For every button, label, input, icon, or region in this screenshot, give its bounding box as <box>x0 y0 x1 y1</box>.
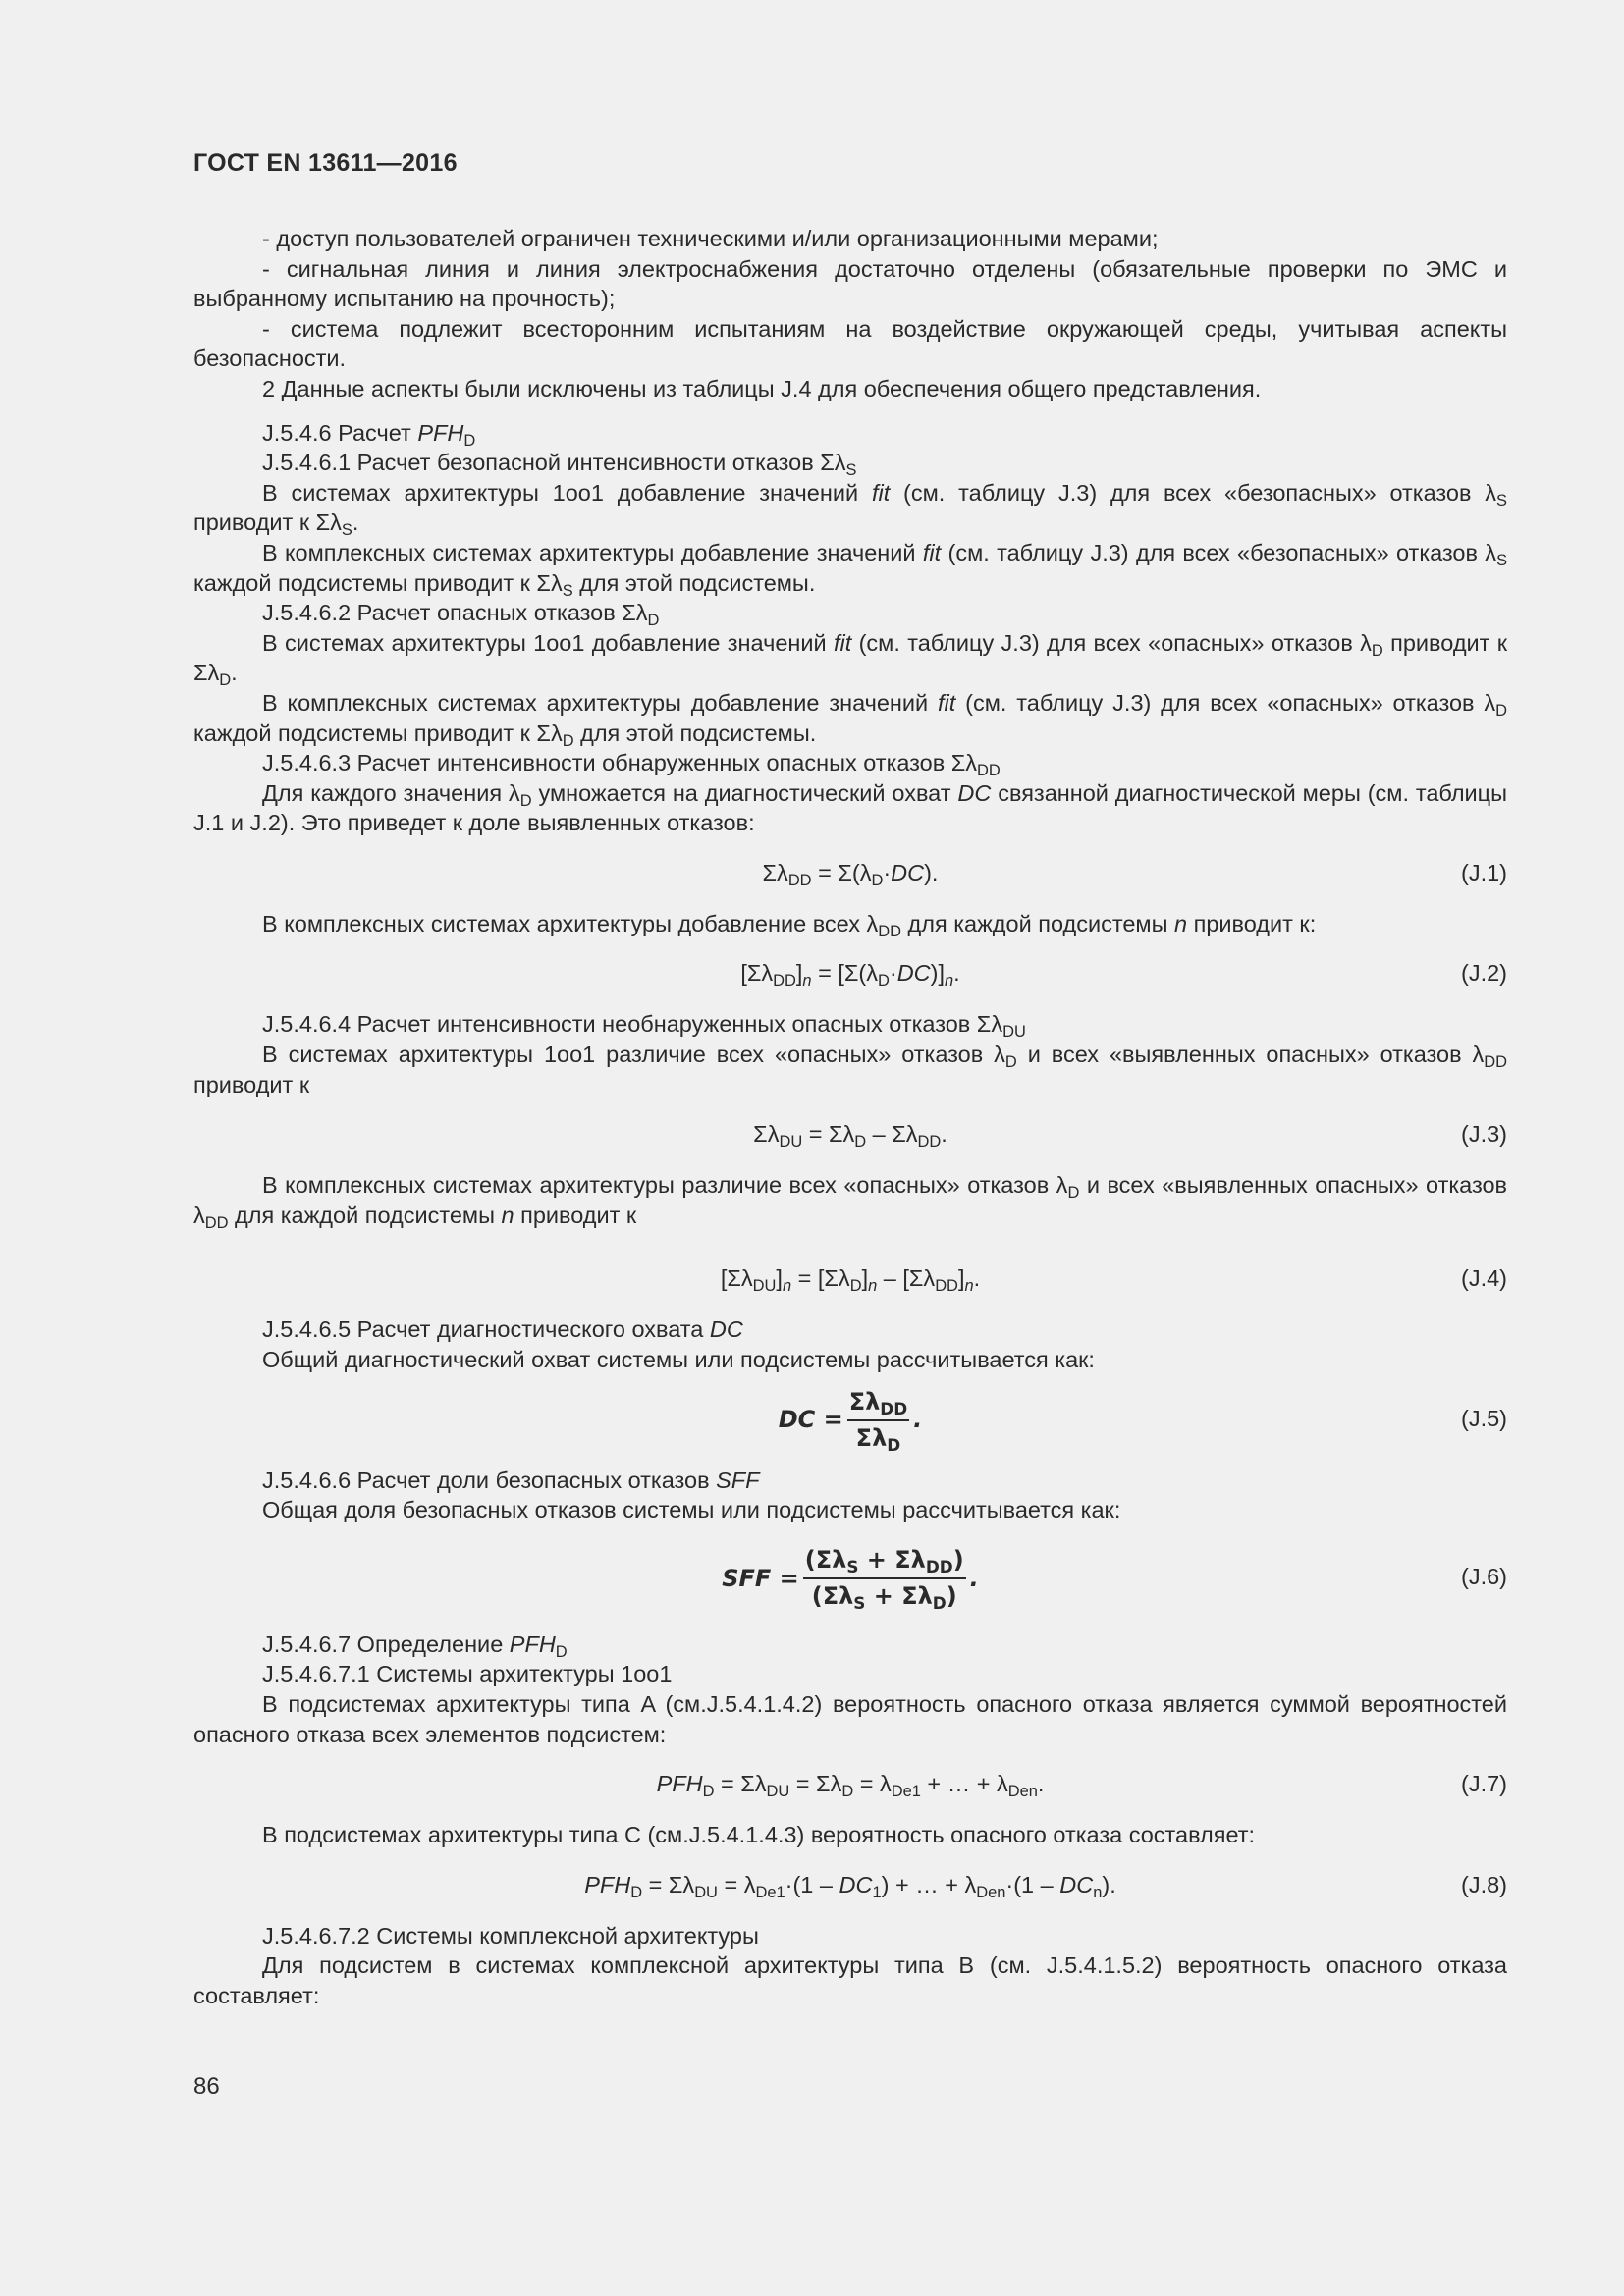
section-heading-j5-4-6-4: J.5.4.6.4 Расчет интенсивности необнаруженных опасных отказов $\Sigma\lambda_{DU}$ <box>262 1011 1026 1041</box>
document-body <box>193 224 1507 2011</box>
list-item: - система подлежит всесторонним испытаниям на воздействие окружающей среды, учитывая аспекты безопасности. <box>193 315 1507 372</box>
formula-j1 <box>193 858 1507 887</box>
section-heading-j5-4-6-7-2: J.5.4.6.7.2 Системы комплексной архитектуры <box>262 1922 759 1949</box>
paragraph: В системах архитектуры 1оо1 добавление значений fit (см. таблицу J.3) для всех «безопасных» отказов $\lambda_S$ приводит к $\Sigma\lambda_S$. <box>193 479 1508 540</box>
paragraph: Для каждого значения $\lambda_D$ умножается на диагностический охват DC связанной диагностической меры (см. таблицы J.1 и J.2). Это приведет к доле выявленных отказов: <box>193 779 1508 836</box>
formula-expression: $\Sigma\lambda_{DU} = \Sigma\lambda_D - \Sigma\lambda_{DD}$. <box>753 1121 947 1151</box>
formula-number: (J.5) <box>1461 1405 1507 1431</box>
formula-expression: SFF = $\frac{(\Sigma\lambda_S + \Sigma\lambda_{DD})}{(\Sigma\lambda_S + \Sigma\lambda_D)}$ . <box>722 1546 979 1613</box>
paragraph: Общий диагностический охват системы или подсистемы рассчитывается как: <box>262 1347 1095 1373</box>
formula-j8 <box>193 1870 1507 1899</box>
formula-j5 <box>193 1387 1507 1454</box>
note-paragraph: 2 Данные аспекты были исключены из таблицы J.4 для обеспечения общего представления. <box>262 375 1262 401</box>
section-heading-j5-4-6-2: J.5.4.6.2 Расчет опасных отказов $\Sigma\lambda_D$ <box>262 600 660 630</box>
paragraph: В системах архитектуры 1оо1 добавление значений fit (см. таблицу J.3) для всех «опасных» отказов $\lambda_D$ приводит к $\Sigma\lambda_D$. <box>193 629 1508 690</box>
formula-number: (J.1) <box>1461 859 1507 885</box>
formula-number: (J.3) <box>1461 1121 1507 1148</box>
formula-j2 <box>193 958 1507 988</box>
formula-expression: $[\Sigma\lambda_{DU}]_n = [\Sigma\lambda_D]_n - [\Sigma\lambda_{DD}]_n$. <box>720 1265 981 1296</box>
paragraph: Для подсистем в системах комплексной архитектуры типа B (см. J.5.4.1.5.2) вероятность опасного отказа составляет: <box>193 1952 1507 2008</box>
formula-number: (J.8) <box>1461 1871 1507 1897</box>
formula-expression: DC = $\frac{\Sigma\lambda_{DD}}{\Sigma\lambda_D}$ . <box>778 1388 923 1455</box>
formula-number: (J.4) <box>1461 1265 1507 1292</box>
section-heading-j5-4-6-1: J.5.4.6.1 Расчет безопасной интенсивности отказов $\Sigma\lambda_S$ <box>262 450 857 480</box>
list-item: - доступ пользователей ограничен техническими и/или организационными мерами; <box>262 226 1159 251</box>
formula-j3 <box>193 1119 1507 1151</box>
formula-expression: $PFH_D = \Sigma\lambda_{DU} = \Sigma\lambda_D = \lambda_{De1}$ + … + $\lambda_{Den}$. <box>656 1771 1045 1801</box>
section-heading-j5-4-6-5: J.5.4.6.5 Расчет диагностического охвата DC <box>262 1316 743 1343</box>
section-heading-j5-4-6-6: J.5.4.6.6 Расчет доли безопасных отказов SFF <box>262 1467 760 1493</box>
formula-j4 <box>193 1263 1507 1296</box>
section-heading-j5-4-6: J.5.4.6 Расчет $PFH_D$ <box>262 419 476 450</box>
document-header: ГОСТ EN 13611—2016 <box>193 149 458 177</box>
paragraph: В подсистемах архитектуры типа C (см.J.5.4.1.4.3) вероятность опасного отказа составляет: <box>262 1822 1256 1848</box>
document-page <box>193 0 1507 2296</box>
paragraph: В комплексных системах архитектуры различие всех «опасных» отказов $\lambda_D$ и всех «выявленных опасных» отказов $\lambda_{DD}$ для каждой подсистемы n приводит к <box>193 1172 1508 1232</box>
list-item: - сигнальная линия и линия электроснабжения достаточно отделены (обязательные проверки по ЭМС и выбранному испытанию на прочность); <box>193 255 1507 312</box>
formula-expression: $[\Sigma\lambda_{DD}]_n = [\Sigma(\lambda_D\cdot DC)]_n$. <box>740 960 960 990</box>
paragraph: Общая доля безопасных отказов системы или подсистемы рассчитывается как: <box>262 1497 1121 1523</box>
section-heading-j5-4-6-7: J.5.4.6.7 Определение $PFH_D$ <box>262 1630 568 1661</box>
paragraph: В комплексных системах архитектуры добавление значений fit (см. таблицу J.3) для всех «опасных» отказов $\lambda_D$ каждой подсистемы приводит к $\Sigma\lambda_D$ для этой подсистемы. <box>193 689 1508 750</box>
formula-number: (J.2) <box>1461 960 1507 987</box>
section-heading-j5-4-6-3: J.5.4.6.3 Расчет интенсивности обнаруженных опасных отказов $\Sigma\lambda_{DD}$ <box>262 750 1001 780</box>
paragraph: В комплексных системах архитектуры добавление всех $\lambda_{DD}$ для каждой подсистемы n приводит к: <box>262 910 1317 940</box>
paragraph: В подсистемах архитектуры типа A (см.J.5.4.1.4.2) вероятность опасного отказа является суммой вероятностей опасного отказа всех элементов подсистем: <box>193 1691 1507 1747</box>
formula-number: (J.6) <box>1461 1563 1507 1589</box>
fraction: $\frac{\Sigma\lambda_{DD}}{\Sigma\lambda_D}$ <box>848 1388 908 1455</box>
formula-j7 <box>193 1769 1507 1801</box>
formula-expression: $PFH_D = \Sigma\lambda_{DU} = \lambda_{De1}\cdot(1 - DC_1)$ + … + $\lambda_{Den}\cdot(1 - DC_n)$. <box>584 1871 1116 1901</box>
section-heading-j5-4-6-7-1: J.5.4.6.7.1 Системы архитектуры 1оо1 <box>262 1661 673 1687</box>
fraction: $\frac{(\Sigma\lambda_S + \Sigma\lambda_{DD})}{(\Sigma\lambda_S + \Sigma\lambda_D)}$ <box>804 1546 964 1613</box>
page-number: 86 <box>193 2073 220 2100</box>
formula-number: (J.7) <box>1461 1771 1507 1797</box>
formula-expression: $\Sigma\lambda_{DD} = \Sigma(\lambda_D\cdot DC)$. <box>762 859 939 889</box>
paragraph: В системах архитектуры 1оо1 различие всех «опасных» отказов $\lambda_D$ и всех «выявленных опасных» отказов $\lambda_{DD}$ приводит к <box>193 1041 1508 1097</box>
formula-j6 <box>193 1545 1507 1612</box>
paragraph: В комплексных системах архитектуры добавление значений fit (см. таблицу J.3) для всех «безопасных» отказов $\lambda_S$ каждой подсистемы приводит к $\Sigma\lambda_S$ для этой подсистемы. <box>193 539 1508 600</box>
